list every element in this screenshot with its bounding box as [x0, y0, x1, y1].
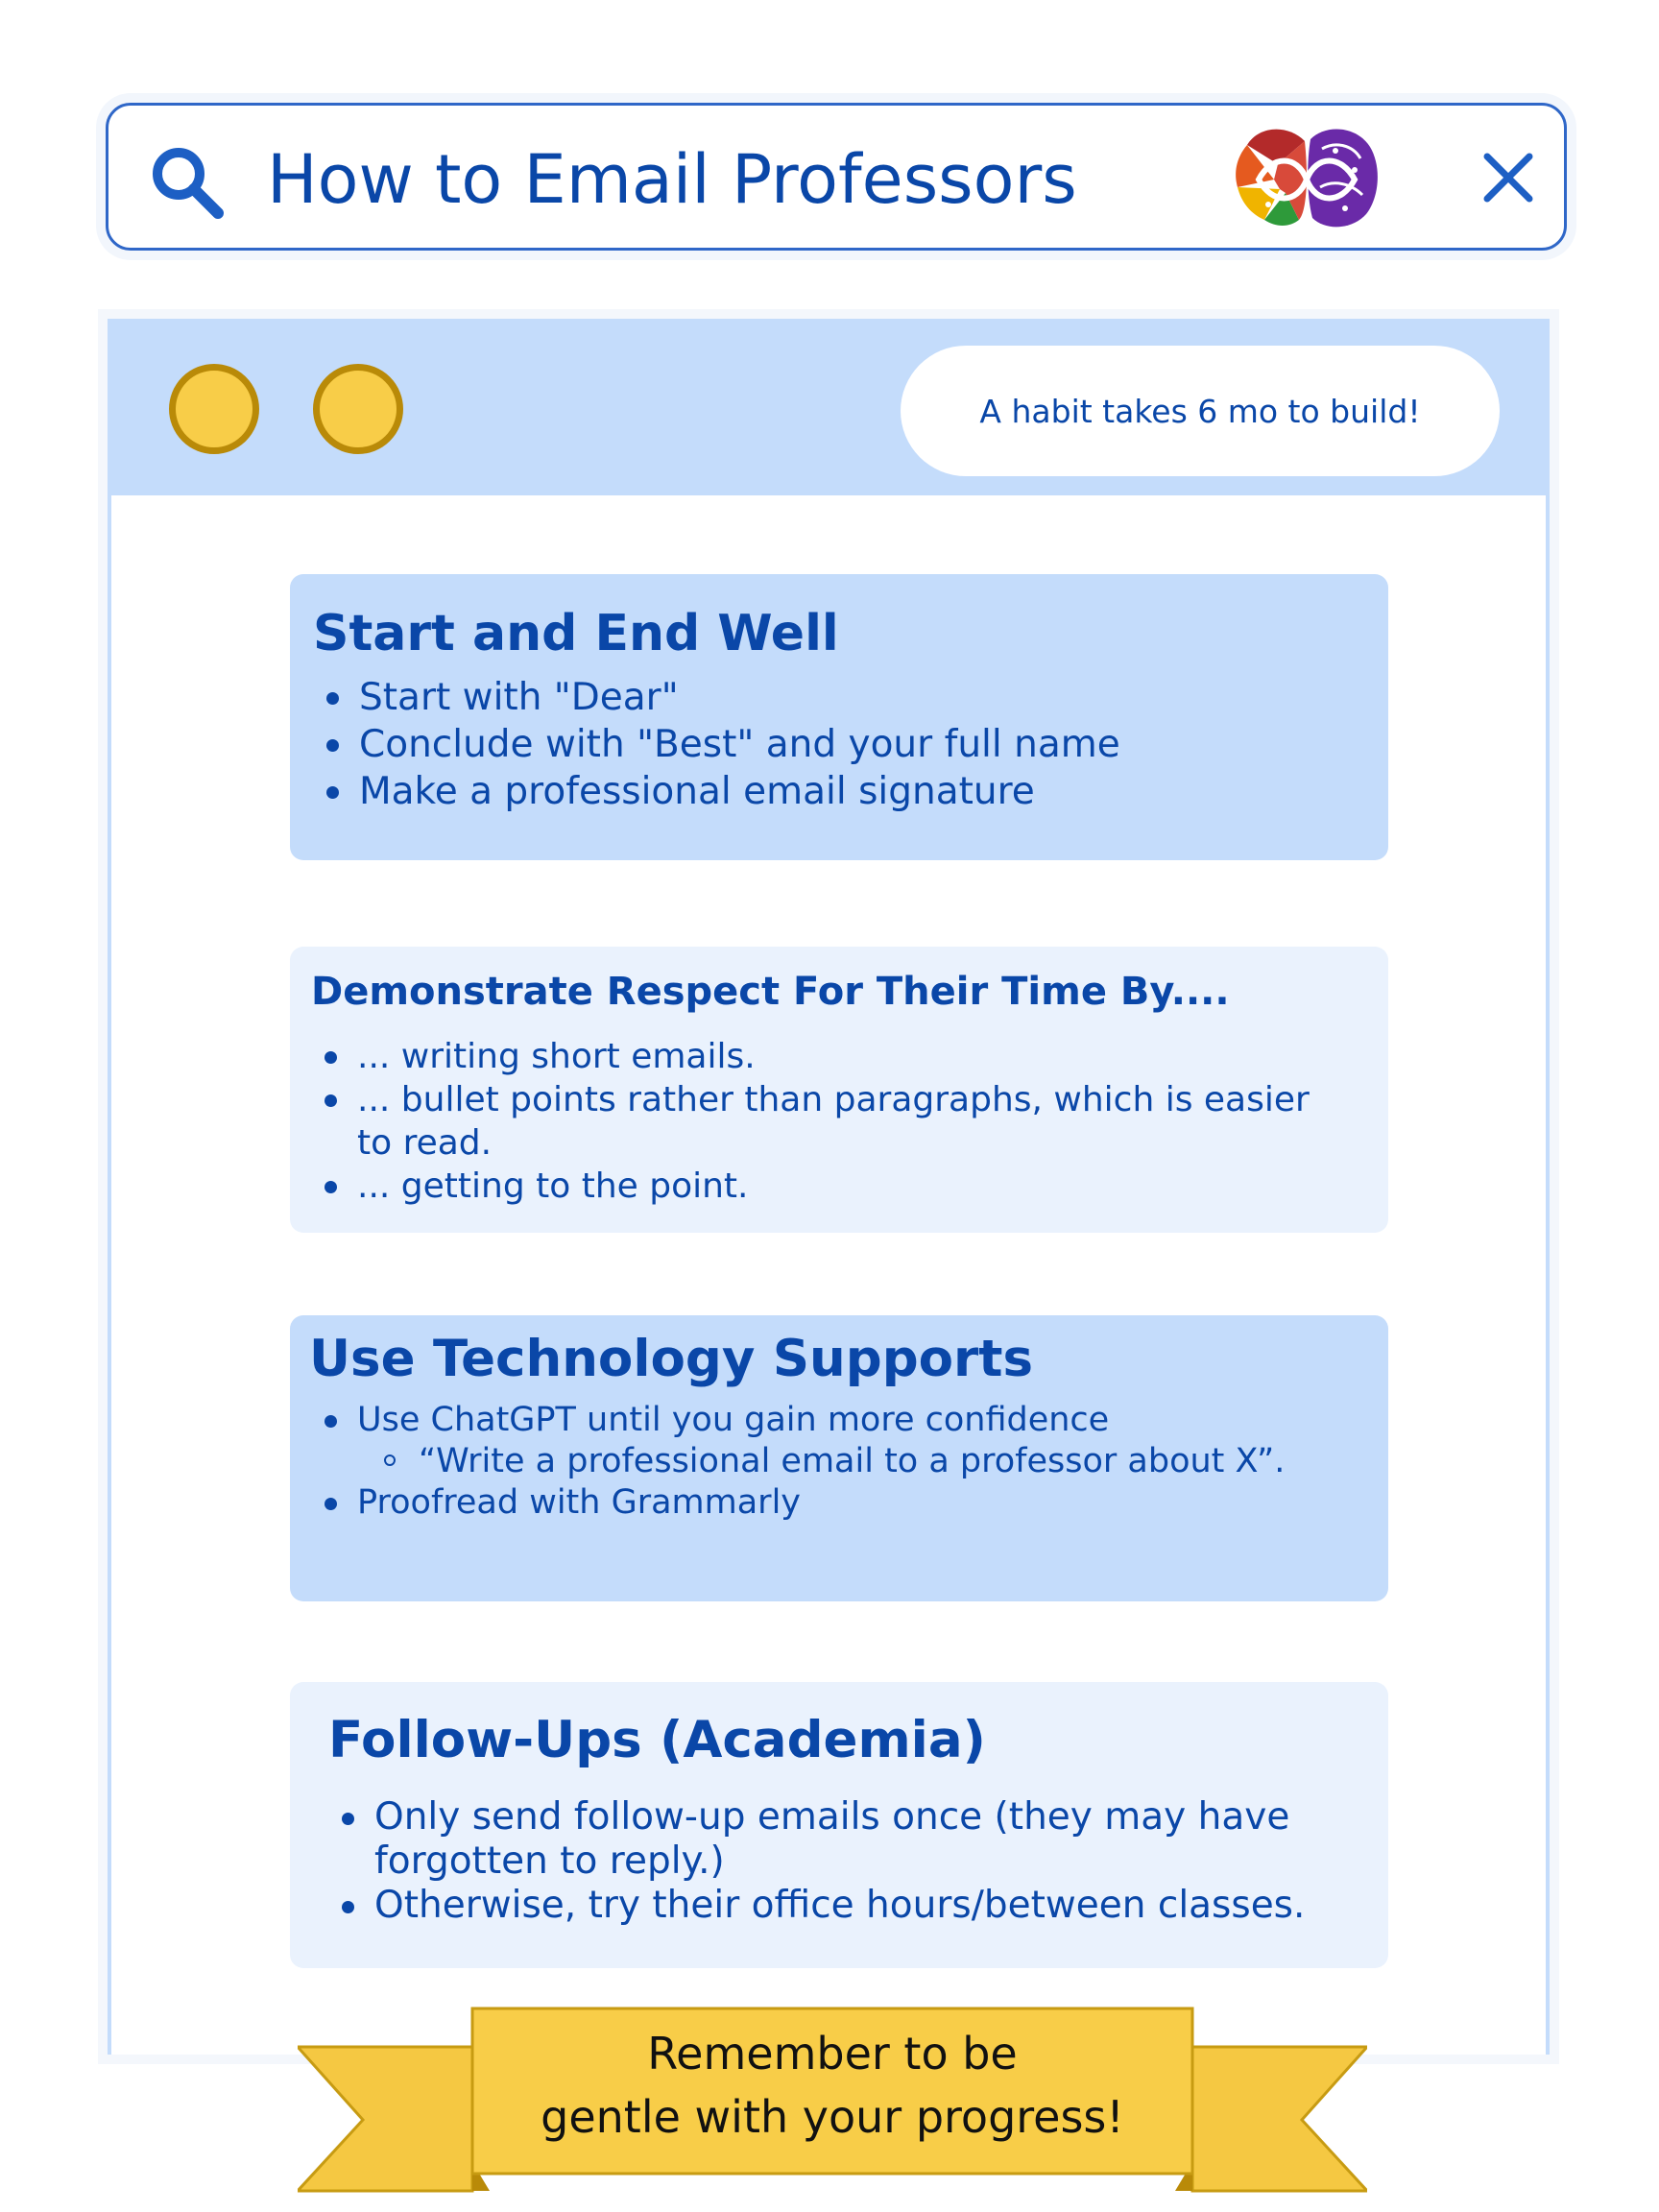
- list-item: ... getting to the point.: [311, 1165, 1329, 1208]
- search-title: How to Email Professors: [267, 140, 1077, 219]
- list-item: Start with "Dear": [313, 674, 1120, 721]
- search-bar[interactable]: [106, 103, 1567, 251]
- window-dot-icon[interactable]: [169, 364, 259, 454]
- card-start-and-end-well: [290, 574, 1388, 860]
- card-list: [311, 1400, 1285, 1524]
- card-follow-ups: [290, 1682, 1388, 1968]
- card-demonstrate-respect: [290, 947, 1388, 1233]
- card-title: Start and End Well: [313, 605, 839, 662]
- list-item: ... writing short emails.: [311, 1035, 1329, 1078]
- ribbon-text: [469, 2022, 1196, 2149]
- card-title: Demonstrate Respect For Their Time By....: [311, 970, 1230, 1014]
- brain-infinity-logo: [1230, 120, 1383, 240]
- list-item: Proofread with Grammarly: [311, 1482, 1285, 1524]
- card-title: Follow-Ups (Academia): [328, 1711, 986, 1769]
- list-item: Use ChatGPT until you gain more confidence: [311, 1400, 1285, 1441]
- card-list: [311, 1035, 1329, 1208]
- list-item: Only send follow-up emails once (they may have forgotten to reply.): [328, 1795, 1365, 1884]
- card-list: [328, 1795, 1365, 1928]
- ribbon-line-1: Remember to be: [647, 2028, 1018, 2080]
- window-dot-icon[interactable]: [313, 364, 403, 454]
- search-icon[interactable]: [149, 144, 226, 221]
- list-item: ... bullet points rather than paragraphs, which is easier to read.: [311, 1078, 1329, 1165]
- list-item: Conclude with "Best" and your full name: [313, 721, 1120, 768]
- list-subitem: “Write a professional email to a professor about X”.: [311, 1441, 1285, 1482]
- tip-bubble: A habit takes 6 mo to build!: [901, 346, 1500, 476]
- close-icon[interactable]: [1479, 149, 1537, 206]
- list-item: Otherwise, try their office hours/between classes.: [328, 1884, 1365, 1928]
- list-item: Make a professional email signature: [313, 768, 1120, 815]
- card-technology-supports: [290, 1315, 1388, 1601]
- window-header: [108, 319, 1550, 495]
- ribbon-line-2: gentle with your progress!: [541, 2091, 1124, 2143]
- card-list: [313, 674, 1120, 815]
- card-title: Use Technology Supports: [309, 1330, 1034, 1388]
- ribbon-banner: [298, 2007, 1367, 2199]
